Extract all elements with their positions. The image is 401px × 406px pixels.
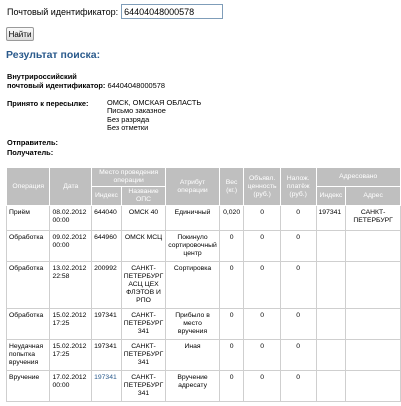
cell-ops-name: САНКТ-ПЕТЕРБУРГ 341 bbox=[121, 340, 165, 371]
accept-value: Без отметки bbox=[107, 123, 149, 133]
cell-addr-index bbox=[316, 262, 346, 309]
id-label-1: Внутрироссийский bbox=[7, 72, 77, 81]
cell-weight: 0 bbox=[219, 340, 244, 371]
cell-addr-index bbox=[316, 231, 346, 262]
cell-attr: Покинуло сортировочный центр bbox=[166, 231, 220, 262]
cell-ops-name: САНКТ-ПЕТЕРБУРГ 341 bbox=[121, 371, 165, 402]
table-row bbox=[7, 262, 401, 309]
cell-declared: 0 bbox=[244, 371, 280, 402]
id-block bbox=[7, 73, 165, 90]
cell-weight: 0,020 bbox=[219, 206, 244, 231]
cell-cod: 0 bbox=[280, 206, 316, 231]
cell-ops-name: САНКТ-ПЕТЕРБУРГ 341 bbox=[121, 309, 165, 340]
cell-cod: 0 bbox=[280, 371, 316, 402]
th-cod: Налож. платёж (руб.) bbox=[280, 168, 316, 206]
cell-addr-index bbox=[316, 309, 346, 340]
th-addr-index: Индекс bbox=[316, 187, 346, 206]
cell-date: 17.02.2012 00:00 bbox=[50, 371, 92, 402]
cell-weight: 0 bbox=[219, 371, 244, 402]
cell-addr-index: 197341 bbox=[316, 206, 346, 231]
cell-addr-index bbox=[316, 371, 346, 402]
cell-cod: 0 bbox=[280, 231, 316, 262]
table-row bbox=[7, 309, 401, 340]
cell-addr-address: САНКТ-ПЕТЕРБУРГ bbox=[346, 206, 401, 231]
cell-declared: 0 bbox=[244, 340, 280, 371]
cell-addr-address bbox=[346, 340, 401, 371]
operations-table bbox=[6, 167, 401, 402]
th-index: Индекс bbox=[92, 187, 122, 206]
th-addr-address: Адрес bbox=[346, 187, 401, 206]
tracking-id-input[interactable] bbox=[121, 4, 223, 19]
table-row bbox=[7, 231, 401, 262]
accept-label: Принято к пересылке: bbox=[7, 99, 89, 108]
cell-addr-address bbox=[346, 371, 401, 402]
cell-ops-name: ОМСК 40 bbox=[121, 206, 165, 231]
table-row bbox=[7, 340, 401, 371]
cell-cod: 0 bbox=[280, 262, 316, 309]
cell-index: 197341 bbox=[92, 340, 122, 371]
cell-addr-index bbox=[316, 340, 346, 371]
th-weight: Вес (кг.) bbox=[219, 168, 244, 206]
search-label: Почтовый идентификатор: bbox=[7, 6, 119, 17]
cell-index-link[interactable]: 197341 bbox=[92, 371, 122, 402]
table-row bbox=[7, 206, 401, 231]
cell-cod: 0 bbox=[280, 340, 316, 371]
cell-declared: 0 bbox=[244, 206, 280, 231]
cell-attr: Единичный bbox=[166, 206, 220, 231]
cell-declared: 0 bbox=[244, 231, 280, 262]
sender-block bbox=[7, 138, 58, 158]
cell-operation: Обработка bbox=[7, 231, 50, 262]
th-operation: Операция bbox=[7, 168, 50, 206]
table-row bbox=[7, 371, 401, 402]
cell-weight: 0 bbox=[219, 262, 244, 309]
cell-date: 09.02.2012 00:00 bbox=[50, 231, 92, 262]
cell-declared: 0 bbox=[244, 262, 280, 309]
cell-operation: Обработка bbox=[7, 309, 50, 340]
cell-weight: 0 bbox=[219, 231, 244, 262]
cell-operation: Приём bbox=[7, 206, 50, 231]
cell-index: 197341 bbox=[92, 309, 122, 340]
find-button[interactable]: Найти bbox=[6, 27, 34, 41]
accept-value: Без разряда bbox=[107, 114, 150, 124]
cell-attr: Прибыло в место вручения bbox=[166, 309, 220, 340]
cell-attr: Иная bbox=[166, 340, 220, 371]
cell-addr-address bbox=[346, 262, 401, 309]
cell-ops-name: ОМСК МСЦ bbox=[121, 231, 165, 262]
sender-label: Отправитель: bbox=[7, 138, 58, 147]
id-label-2: почтовый идентификатор: bbox=[7, 80, 106, 90]
search-row bbox=[7, 4, 223, 19]
receiver-label: Получатель: bbox=[7, 148, 54, 157]
th-attr: Атрибут операции bbox=[166, 168, 220, 206]
cell-date: 13.02.2012 22:58 bbox=[50, 262, 92, 309]
cell-ops-name: САНКТ-ПЕТЕРБУРГ АСЦ ЦЕХ ФЛЭТОВ И РПО bbox=[121, 262, 165, 309]
cell-attr: Вручение адресату bbox=[166, 371, 220, 402]
cell-date: 15.02.2012 17:25 bbox=[50, 340, 92, 371]
cell-index: 644040 bbox=[92, 206, 122, 231]
th-place: Место проведения операции bbox=[92, 168, 166, 187]
cell-date: 15.02.2012 17:25 bbox=[50, 309, 92, 340]
cell-addr-address bbox=[346, 309, 401, 340]
cell-operation: Вручение bbox=[7, 371, 50, 402]
accept-value: Письмо заказное bbox=[107, 106, 166, 116]
cell-cod: 0 bbox=[280, 309, 316, 340]
accept-values bbox=[107, 99, 201, 133]
th-date: Дата bbox=[50, 168, 92, 206]
th-declared: Объявл. ценность (руб.) bbox=[244, 168, 280, 206]
cell-declared: 0 bbox=[244, 309, 280, 340]
cell-operation: Обработка bbox=[7, 262, 50, 309]
cell-index: 200992 bbox=[92, 262, 122, 309]
th-ops-name: Название ОПС bbox=[121, 187, 165, 206]
cell-operation: Неудачная попытка вручения bbox=[7, 340, 50, 371]
cell-index: 644960 bbox=[92, 231, 122, 262]
id-value: 64404048000578 bbox=[107, 80, 165, 90]
th-addressed: Адресовано bbox=[316, 168, 400, 187]
accept-value: ОМСК, ОМСКАЯ ОБЛАСТЬ bbox=[107, 98, 202, 107]
cell-attr: Сортировка bbox=[166, 262, 220, 309]
cell-weight: 0 bbox=[219, 309, 244, 340]
cell-addr-address bbox=[346, 231, 401, 262]
result-title: Результат поиска: bbox=[6, 49, 101, 61]
cell-date: 08.02.2012 00:00 bbox=[50, 206, 92, 231]
